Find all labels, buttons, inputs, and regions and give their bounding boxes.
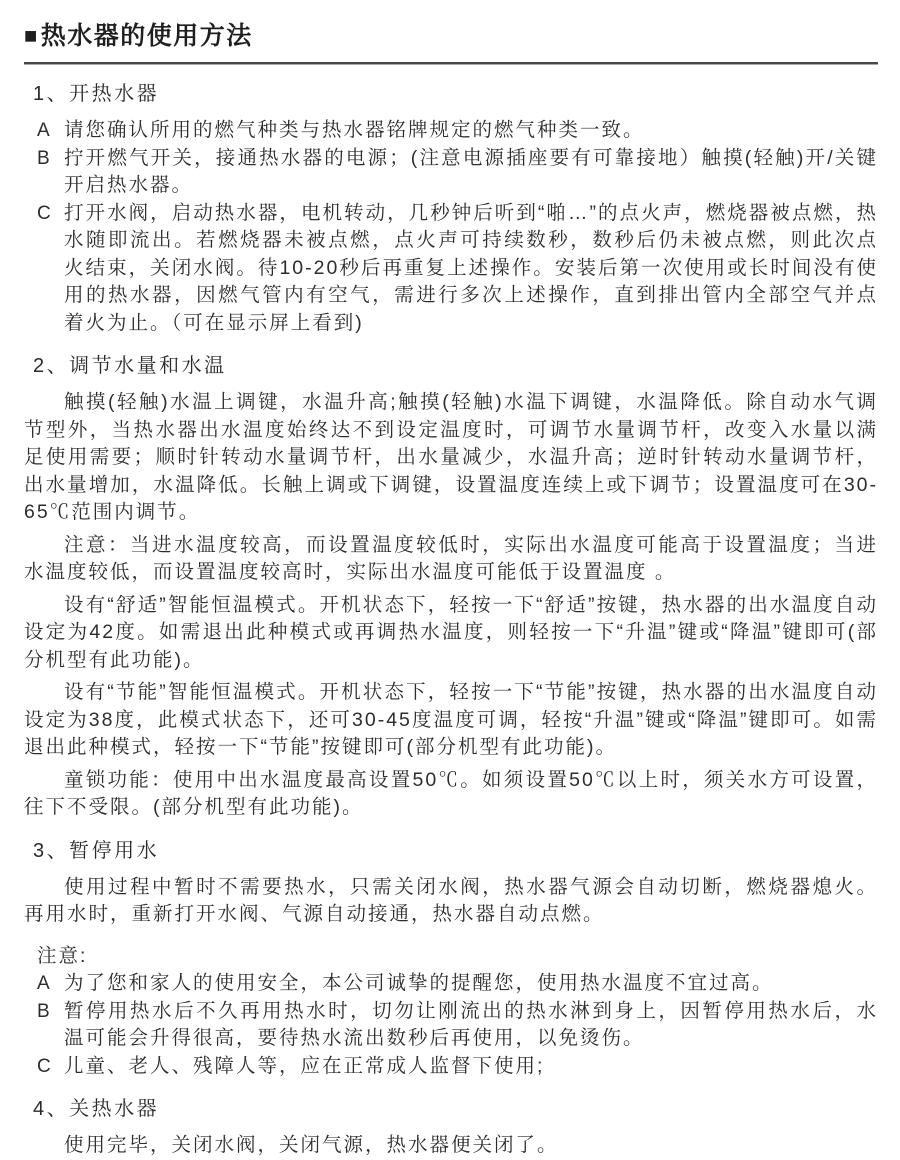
list-item [37,998,878,1053]
page-title [24,21,878,51]
list-item-text: 请您确认所用的燃气种类与热水器铭牌规定的燃气种类一致。 [64,119,645,141]
list-item-label: C [37,1055,51,1077]
list-item [37,970,878,998]
list-item-text: 暂停用热水后不久再用热水时，切勿让刚流出的热水淋到身上，因暂停用热水后，水温可能会升得很高，要待热水流出数秒后再使用，以免烫伤。 [64,999,878,1049]
page-title-text: 热水器的使用方法 [40,22,253,50]
title-divider [24,62,878,65]
section-4-body [24,1132,878,1160]
section-turn-off-heater [24,1096,878,1160]
notice-list [37,970,878,1080]
section-4-heading: 4、关热水器 [33,1098,160,1120]
list-item-text: 为了您和家人的使用安全，本公司诚挚的提醒您，使用热水温度不宜过高。 [64,972,774,994]
list-item-text: 儿童、老人、残障人等，应在正常成人监督下使用; [64,1054,545,1077]
list-item-text: 拧开燃气开关，接通热水器的电源；(注意电源插座要有可靠接地）触摸(轻触)开/关键开启热水器。 [64,146,878,196]
list-item [37,200,878,338]
paragraph: 使用完毕，关闭水阀，关闭气源，热水器便关闭了。 [64,1134,559,1156]
list-item [37,145,878,200]
section-adjust-water-flow-temp [24,353,878,822]
paragraph: 设有“节能”智能恒温模式。开机状态下，轻按一下“节能”按键，热水器的出水温度自动设定为38度，此模式状态下，还可30-45度温度可调，轻按“升温”键或“降温”键即可。如需退出此种模式，轻按一下“节能”按键即可(部分机型有此功能)。 [24,681,878,758]
title-square-icon: ■ [24,23,39,48]
section-turn-on-heater [24,81,878,337]
paragraph: 注意：当进水温度较高，而设置温度较低时，实际出水温度可能高于设置温度；当进水温度较低，而设置温度较高时，实际出水温度可能低于设置温度 。 [24,533,878,583]
paragraph: 触摸(轻触)水温上调键，水温升高;触摸(轻触)水温下调键，水温降低。除自动水气调节型外，当热水器出水温度始终达不到设定温度时，可调节水量调节杆，改变入水量以满足使用需要；顺时针转动水量调节杆，出水量减少，水温升高；逆时针转动水量调节杆，出水量增加，水温降低。长触上调或下调键，设置温度连续上或下调节；设置温度可在30-65℃范围内调节。 [24,391,878,523]
list-item-label: A [37,120,50,141]
notice-block [24,943,878,1081]
section-1-list [37,117,878,337]
section-2-heading: 2、调节水量和水温 [33,355,227,377]
section-3-body [24,874,878,1081]
list-item-label: C [37,202,51,224]
section-3-heading: 3、暂停用水 [33,839,160,862]
paragraph: 设有“舒适”智能恒温模式。开机状态下，轻按一下“舒适”按键，热水器的出水温度自动设定为42度。如需退出此种模式或再调热水温度，则轻按一下“升温”键或“降温”键即可(部分机型有此功能)。 [24,593,878,671]
list-item [37,117,878,145]
section-1-heading: 1、开热水器 [33,83,160,105]
notice-label: 注意: [37,944,88,967]
list-item-label: A [37,973,50,994]
paragraph: 使用过程中暂时不需要热水，只需关闭水阀，热水器气源会自动切断，燃烧器熄火。再用水时，重新打开水阀、气源自动接通，热水器自动点燃。 [24,875,878,925]
list-item [37,1053,878,1081]
list-item-label: B [37,1000,50,1022]
list-item-text: 打开水阀，启动热水器，电机转动，几秒钟后听到“啪…”的点火声，燃烧器被点燃，热水随即流出。若燃烧器未被点燃，点火声可持续数秒，数秒后仍未被点燃，则此次点火结束，关闭水阀。待10-20秒后再重复上述操作。安装后第一次使用或长时间没有使用的热水器，因燃气管内有空气，需进行多次上述操作，直到排出管内全部空气并点着火为止。（可在显示屏上看到) [64,201,878,334]
paragraph: 童锁功能：使用中出水温度最高设置50℃。如须设置50℃以上时，须关水方可设置，往下不受限。(部分机型有此功能)。 [24,768,878,818]
section-2-body [24,389,878,822]
section-pause-water-use [24,838,878,1081]
list-item-label: B [37,147,50,169]
